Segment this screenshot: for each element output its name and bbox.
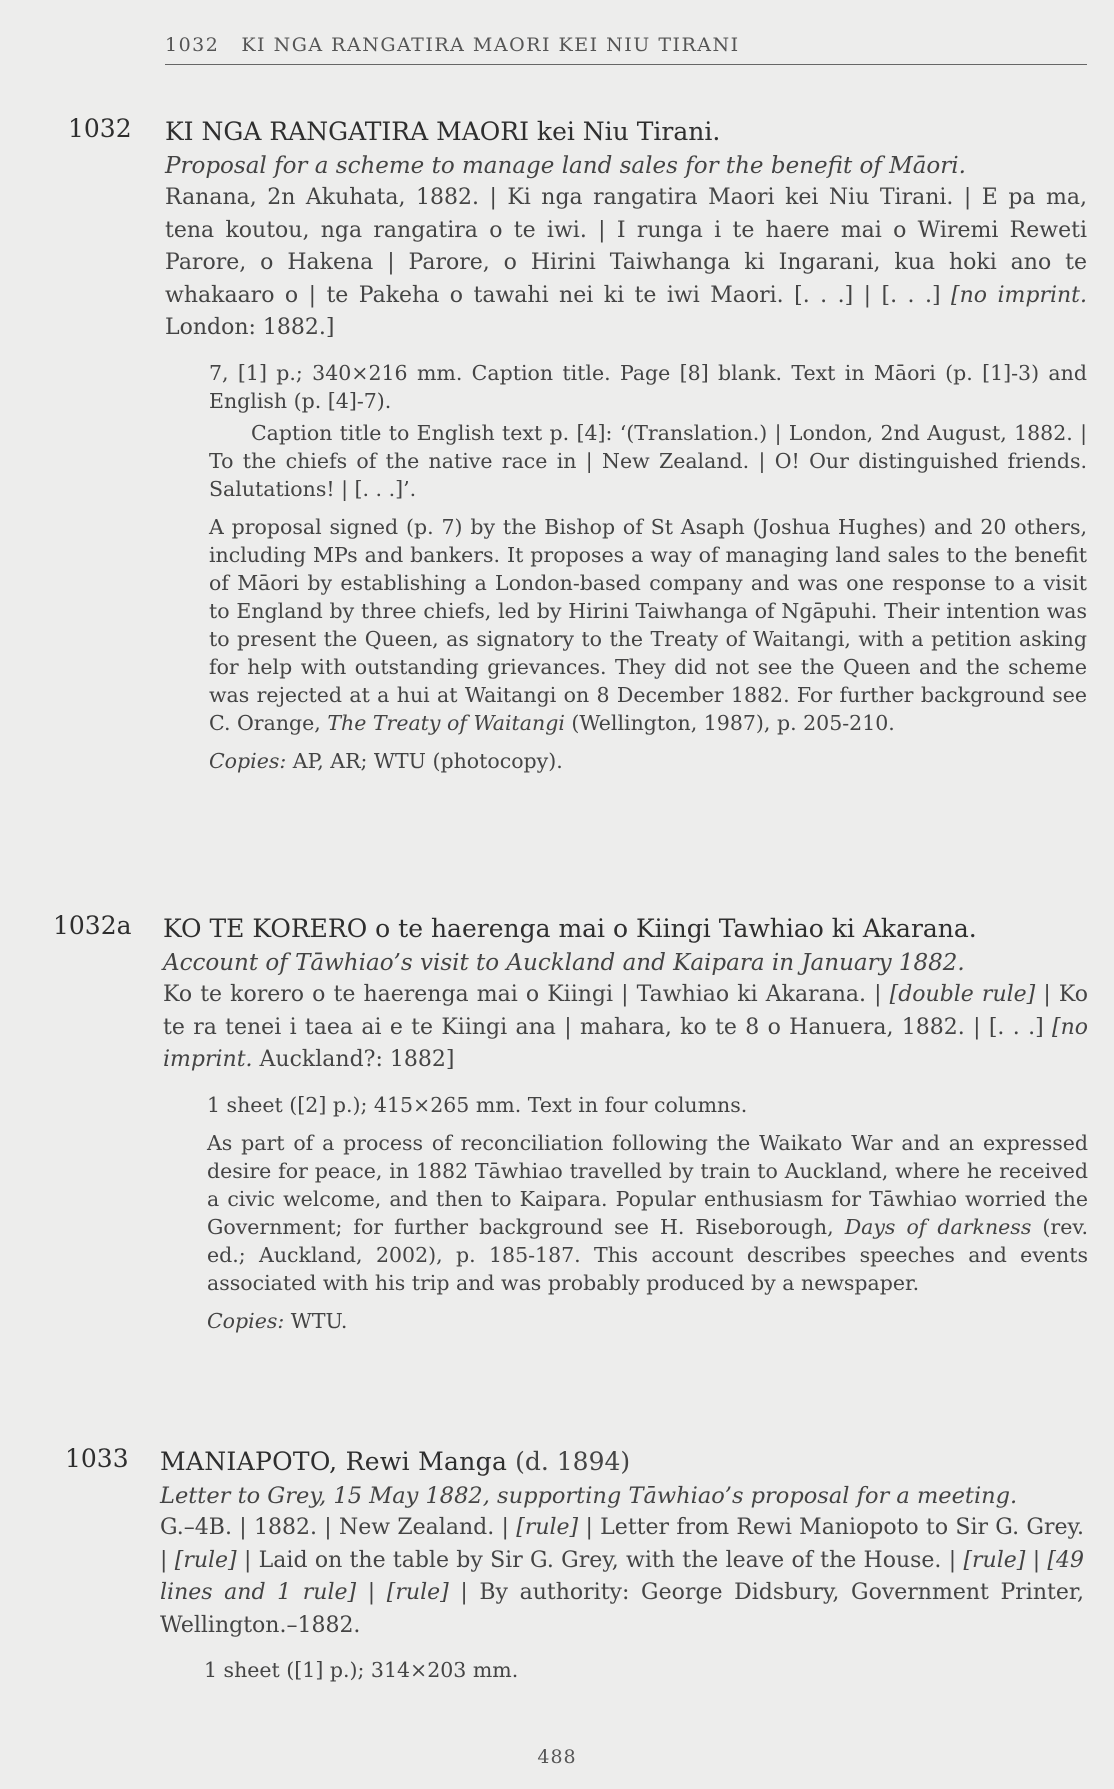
entry-note: As part of a process of reconciliation following the Waikato War and an expressed desire for peace, in 1882 Tāwhiao travelled by train to Auckland, where he received a civic welcome, and then to Kaipara. Popular enthusiasm for Tāwhiao worried the Government; for further background see H. Riseborough, Days of darkness (rev. ed.; Auckland, 2002), p. 185-187. This account describes speeches and events associated with his trip and was probably produced by a newspaper. (207, 1130, 1088, 1295)
running-head-page-number: 1032 (165, 34, 220, 56)
caption-note: Caption title to English text p. [4]: ‘(Translation.) | London, 2nd August, 1882. | To the chiefs of the native race in | New Zealand. | O! Our distinguished friends. Salutations! | [. . .]’. (209, 420, 1087, 501)
entry-dates: (d. 1894) (515, 1447, 631, 1476)
entry-heading: KO TE KORERO o te haerenga mai o Kiingi Tawhiao ki Akarana. (163, 914, 977, 943)
entry-number: 1033 (65, 1444, 129, 1473)
running-head (165, 34, 1087, 65)
entry-transcript: Ranana, 2n Akuhata, 1882. | Ki nga rangatira Maori kei Niu Tirani. | E pa ma, tena koutou, nga rangatira o te iwi. | I runga i te haere mai o Wiremi Reweti Parore, o Hakena | Parore, o Hirini Taiwhanga ki Ingarani, kua hoki ano te whakaaro o | te Pakeha o tawahi nei ki te iwi Maori. [. . .] | [. . .] [no imprint. London: 1882.] (165, 185, 1088, 340)
entry-number: 1032a (53, 911, 132, 940)
physical-description: 1 sheet ([2] p.); 415×265 mm. Text in four columns. (207, 1092, 748, 1117)
entry-title: Account of Tāwhiao’s visit to Auckland and Kaipara in January 1882. (163, 950, 965, 976)
entry-number: 1032 (68, 114, 132, 143)
physical-description: 1 sheet ([1] p.); 314×203 mm. (204, 1658, 519, 1682)
entry-transcript: Ko te korero o te haerenga mai o Kiingi | Tawhiao ki Akarana. | [double rule] | Ko te ra tenei i taea ai e te Kiingi ana | mahara, ko te 8 o Hanuera, 1882. | [. . .] [no imprint. Auckland?: 1882] (163, 982, 1088, 1072)
running-head-title: KI NGA RANGATIRA MAORI KEI NIU TIRANI (241, 34, 740, 56)
entry-copies: Copies: AP, AR; WTU (photocopy). (209, 748, 563, 773)
page-number: 488 (537, 1746, 577, 1768)
entry-heading: MANIAPOTO, Rewi Manga (d. 1894) (160, 1447, 631, 1476)
physical-description: 7, [1] p.; 340×216 mm. Caption title. Page [8] blank. Text in Māori (p. [1]-3) and English (p. [4]-7). (209, 360, 1087, 413)
entry-copies: Copies: WTU. (207, 1308, 348, 1333)
entry-note: A proposal signed (p. 7) by the Bishop of St Asaph (Joshua Hughes) and 20 others, including MPs and bankers. It proposes a way of managing land sales to the benefit of Māori by establishing a London-based company and was one response to a visit to England by three chiefs, led by Hirini Taiwhanga of Ngāpuhi. Their intention was to present the Queen, as signatory to the Treaty of Waitangi, with a petition asking for help with outstanding grievances. They did not see the Queen and the scheme was rejected at a hui at Waitangi on 8 December 1882. For further background see C. Orange, The Treaty of Waitangi (Wellington, 1987), p. 205-210. (209, 514, 1087, 735)
entry-title: Letter to Grey, 15 May 1882, supporting Tāwhiao’s proposal for a meeting. (160, 1483, 1018, 1509)
entry-heading: KI NGA RANGATIRA MAORI kei Niu Tirani. (165, 117, 721, 146)
entry-title: Proposal for a scheme to manage land sales for the benefit of Māori. (165, 153, 966, 179)
entry-transcript: G.–4B. | 1882. | New Zealand. | [rule] | Letter from Rewi Maniopoto to Sir G. Grey. | [rule] | Laid on the table by Sir G. Grey, with the leave of the House. | [rule] | [49 lines and 1 rule] | [rule] | By authority: George Didsbury, Government Printer, Wellington.–1882. (160, 1515, 1084, 1638)
